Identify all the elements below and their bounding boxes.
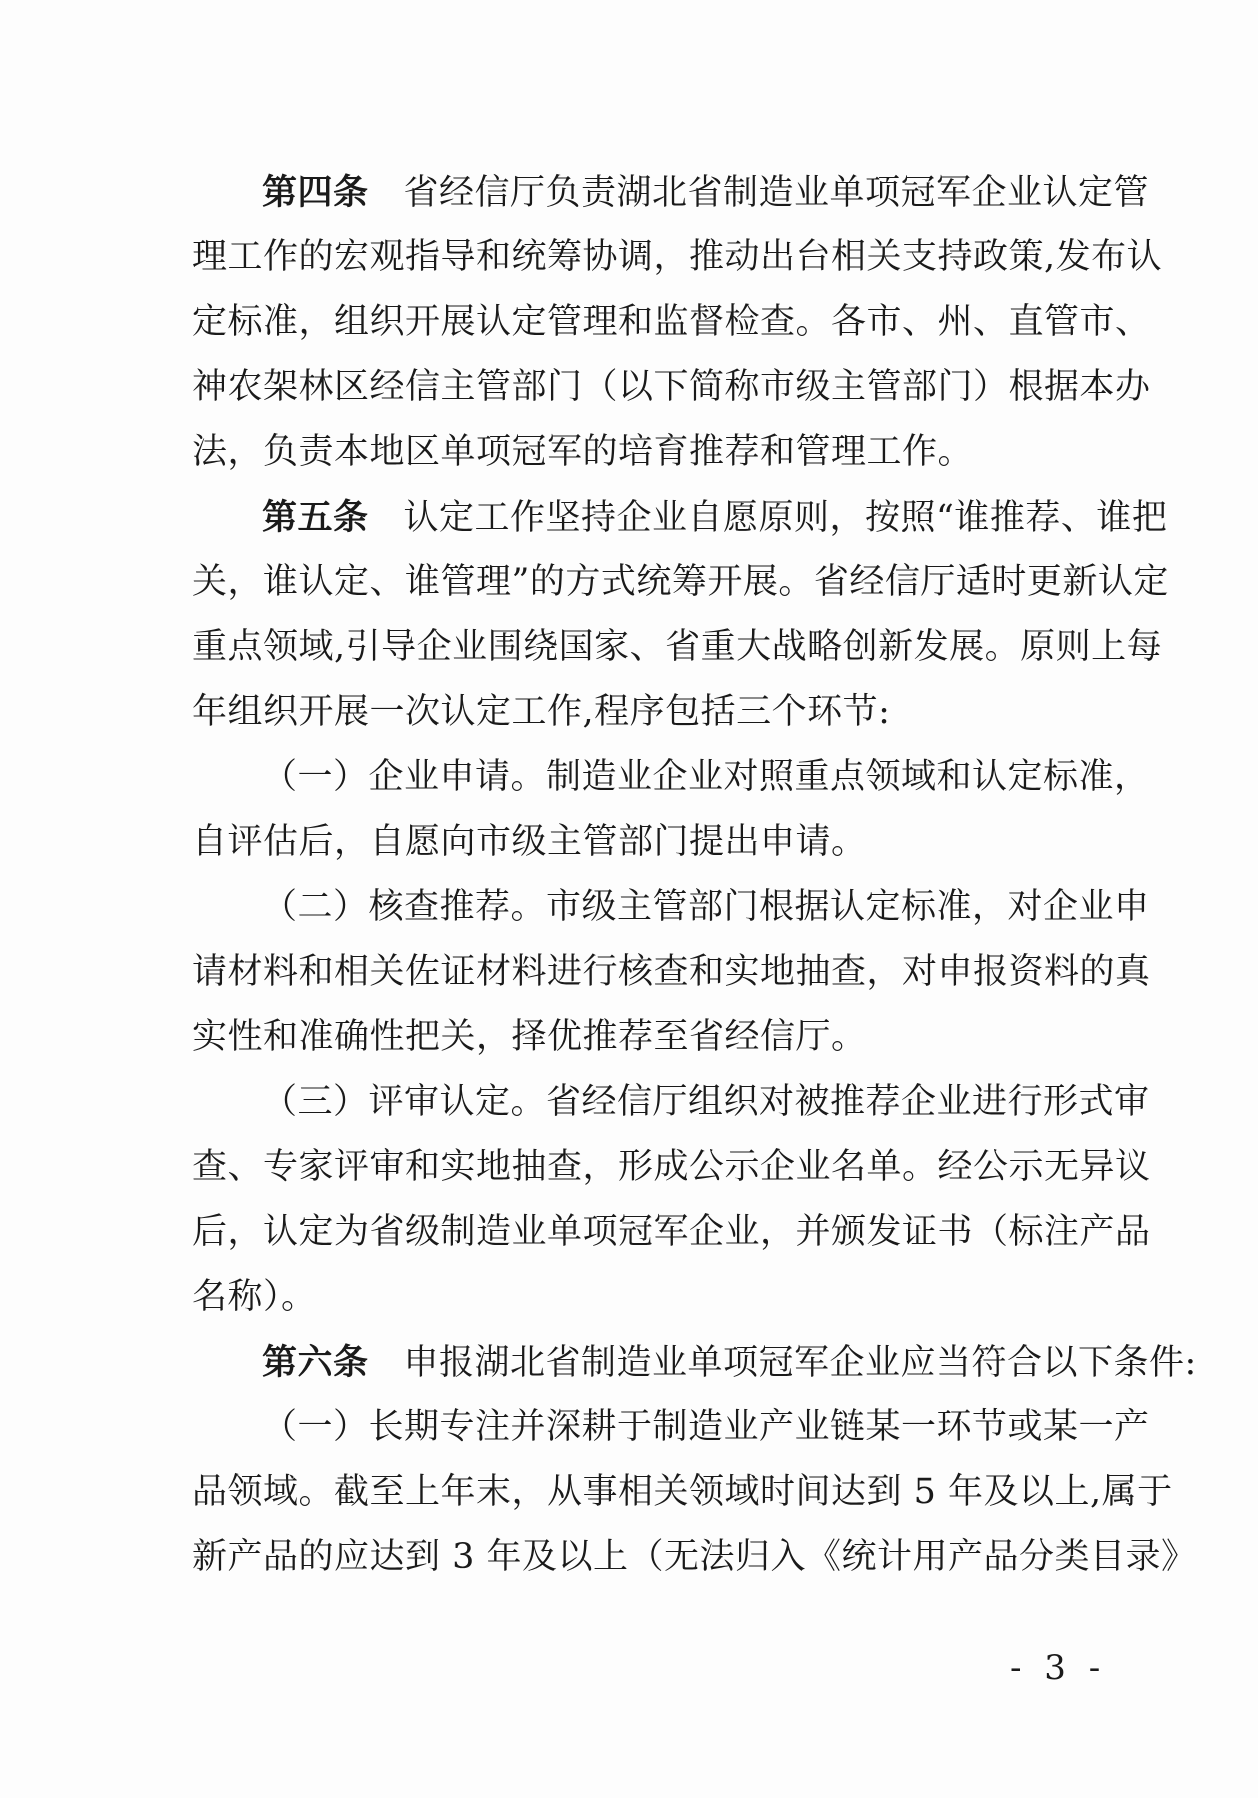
- article-4-label: 第四条: [262, 172, 369, 213]
- text-line: 查、专家评审和实地抽查，形成公示企业名单。经公示无异议: [192, 1147, 1151, 1187]
- condition-1-first-line: （一）长期专注并深耕于制造业产业链某一环节或某一产: [262, 1407, 1150, 1447]
- step-2-first-line: （二）核查推荐。市级主管部门根据认定标准，对企业申: [262, 887, 1150, 927]
- text-line: 请材料和相关佐证材料进行核查和实地抽查，对申报资料的真: [192, 952, 1151, 992]
- text-line: 自评估后，自愿向市级主管部门提出申请。: [192, 822, 867, 862]
- text-line: 实性和准确性把关，择优推荐至省经信厅。: [192, 1017, 867, 1057]
- text-line: 关，谁认定、谁管理”的方式统筹开展。省经信厅适时更新认定: [192, 562, 1169, 602]
- text-line: 理工作的宏观指导和统筹协调，推动出台相关支持政策,发布认: [192, 237, 1163, 277]
- article-5-label: 第五条: [262, 497, 369, 538]
- article-4-text: 省经信厅负责湖北省制造业单项冠军企业认定管: [403, 173, 1150, 213]
- step-3-first-line: （三）评审认定。省经信厅组织对被推荐企业进行形式审: [262, 1082, 1150, 1122]
- step-1-first-line: （一）企业申请。制造业企业对照重点领域和认定标准，: [262, 757, 1150, 797]
- text-line: 后，认定为省级制造业单项冠军企业，并颁发证书（标注产品: [192, 1212, 1151, 1252]
- article-6-first-line: [192, 1330, 1197, 1395]
- text-line: 新产品的应达到 3 年及以上（无法归入《统计用产品分类目录》: [192, 1537, 1197, 1577]
- article-5-first-line: [192, 485, 1168, 550]
- text-line: 神农架林区经信主管部门（以下简称市级主管部门）根据本办: [192, 367, 1151, 407]
- article-6-label: 第六条: [262, 1342, 369, 1383]
- text-line: 名称）。: [192, 1277, 317, 1317]
- text-line: 法，负责本地区单项冠军的培育推荐和管理工作。: [192, 432, 974, 472]
- document-body: [192, 160, 1197, 1590]
- text-line: 定标准，组织开展认定管理和监督检查。各市、州、直管市、: [192, 302, 1151, 342]
- text-line: 重点领域,引导企业围绕国家、省重大战略创新发展。原则上每: [192, 627, 1163, 667]
- page-number: - 3 -: [1010, 1648, 1107, 1688]
- article-4-first-line: [192, 160, 1150, 225]
- text-line: 年组织开展一次认定工作,程序包括三个环节:: [192, 692, 891, 732]
- article-6-text: 申报湖北省制造业单项冠军企业应当符合以下条件:: [403, 1343, 1197, 1383]
- text-line: 品领域。截至上年末，从事相关领域时间达到 5 年及以上,属于: [192, 1472, 1173, 1512]
- article-5-text: 认定工作坚持企业自愿原则，按照“谁推荐、谁把: [403, 498, 1168, 538]
